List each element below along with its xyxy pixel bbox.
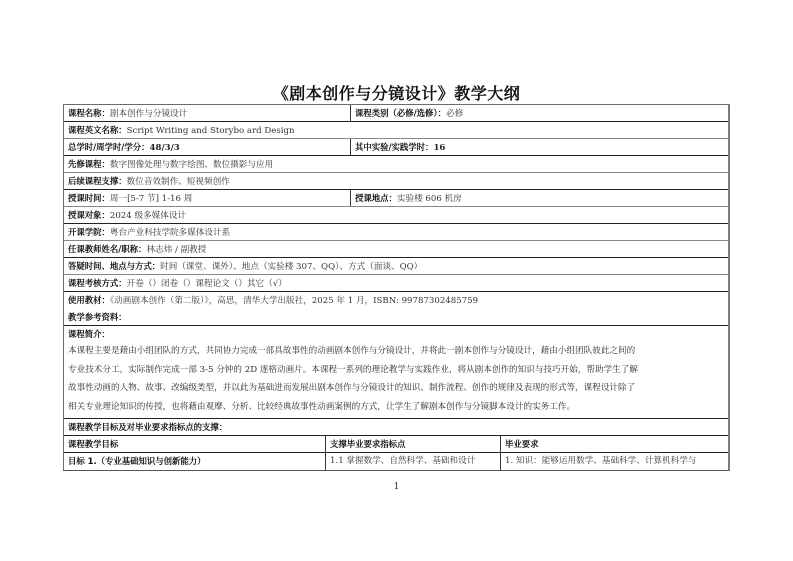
row-assessment [64, 275, 728, 292]
teacher-value: 林志炜 / 副教授 [146, 245, 207, 255]
introduction-line: 相关专业理论知识的传授，也将藉由观摩、分析、比较经典故事性动画案例的方式，让学生了解剧本创作与分镜脚本设计的实务工作。 [68, 401, 576, 412]
follow-up-cell [64, 173, 728, 189]
objective-cell [64, 453, 326, 470]
prerequisites-label: 先修课程： [68, 159, 110, 169]
teacher-cell [64, 241, 728, 257]
requirement-text: 1. 知识：能够运用数学、基础科学、计算机科学与 [505, 456, 697, 466]
location-cell [351, 190, 728, 206]
college-value: 粤台产业科技学院多媒体设计系 [109, 228, 231, 238]
audience-label: 授课对象： [68, 210, 110, 220]
page-number: 1 [393, 482, 400, 492]
office-hours-value: 时间（课堂、课外）、地点（实验楼 307、QQ）、方式（面谈、QQ） [160, 262, 423, 272]
english-name-label: 课程英文名称： [68, 125, 127, 135]
time-cell [64, 190, 351, 206]
lab-hours-cell [351, 139, 728, 155]
time-label: 授课时间： [68, 193, 110, 203]
college-cell [64, 224, 728, 240]
table-row [64, 453, 728, 470]
prerequisites-value: 数字图像处理与数字绘图、数位摄影与应用 [109, 160, 274, 170]
row-college [64, 224, 728, 241]
references-label: 教学参考资料： [68, 312, 127, 322]
college-label: 开课学院： [68, 227, 110, 237]
introduction-heading-cell [64, 326, 728, 342]
header-indicator-text: 支撑毕业要求指标点 [330, 439, 406, 449]
header-indicator [326, 436, 501, 452]
textbook-value: 《动画剧本创作（第二版）》，高思，清华大学出版社，2025 年 1 月，ISBN: 99787302485759 [109, 296, 479, 306]
row-references [64, 309, 728, 326]
time-value: 周一[5-7 节] 1-16 周 [109, 194, 193, 204]
location-label: 授课地点： [355, 193, 397, 203]
indicator-cell [326, 453, 501, 470]
hours-value: 48/3/3 [149, 143, 180, 153]
objectives-table [64, 436, 728, 470]
audience-value: 2024 级多媒体设计 [109, 211, 187, 221]
syllabus-table [63, 104, 730, 471]
assessment-label: 课程考核方式： [68, 278, 127, 288]
english-name-cell [64, 122, 728, 138]
teacher-label: 任课教师姓名/职称： [68, 244, 147, 254]
row-audience [64, 207, 728, 224]
audience-cell [64, 207, 728, 223]
header-requirement-text: 毕业要求 [505, 439, 539, 449]
hours-cell [64, 139, 351, 155]
course-name-label: 课程名称： [68, 108, 110, 118]
course-type-value: 必修 [446, 109, 464, 119]
header-requirement [501, 436, 728, 452]
lab-hours-label: 其中实验/实践学时： [355, 142, 434, 152]
follow-up-value: 数位音效制作、短视频创作 [126, 177, 230, 187]
introduction-line: 专业技术分工，实际制作完成一部 3-5 分钟的 2D 逐格动画片。本课程一系列的理论教学与实践作业，将从剧本创作的知识与技巧开始，帮助学生了解 [68, 364, 638, 375]
row-english-name [64, 122, 728, 139]
row-teacher [64, 241, 728, 258]
course-name-value: 剧本创作与分镜设计 [109, 109, 188, 119]
objectives-section-label: 课程教学目标及对毕业要求指标点的支撑： [68, 422, 228, 432]
course-type-label: 课程类别（必修/选修）： [355, 108, 446, 118]
row-hours [64, 139, 728, 156]
introduction-line: 故事性动画的人物、故事、改编级类型，并以此为基础进而发展出剧本创作与分镜设计的知识、制作流程、创作的规律及表现的形式等，课程设计除了 [68, 383, 636, 393]
english-name-value: Script Writing and Storybo ard Design [126, 126, 295, 136]
row-objectives-section [64, 419, 728, 436]
indicator-text: 1.1 掌握数学、自然科学、基础和设计 [330, 456, 476, 466]
row-prerequisites [64, 156, 728, 173]
header-objective-text: 课程教学目标 [68, 439, 119, 449]
header-objective [64, 436, 326, 452]
references-cell [64, 309, 728, 325]
row-textbook [64, 292, 728, 309]
row-course-name [64, 105, 728, 122]
office-hours-label: 答疑时间、地点与方式： [68, 261, 161, 271]
course-type-cell [351, 105, 728, 121]
assessment-cell [64, 275, 728, 291]
course-name-cell [64, 105, 351, 121]
introduction-line: 本课程主要是藉由小组团队的方式，共同协力完成一部具故事性的动画剧本创作与分镜设计，并将此一剧本创作与分镜设计，藉由小组团队彼此之间的 [68, 346, 636, 356]
office-hours-cell [64, 258, 728, 274]
textbook-cell [64, 292, 728, 309]
location-value: 实验楼 606 机房 [396, 194, 462, 204]
follow-up-label: 后续课程支撑： [68, 176, 127, 186]
lab-hours-value: 16 [433, 143, 446, 153]
document-title: 《剧本创作与分镜设计》教学大纲 [272, 84, 521, 103]
assessment-value: 开卷（）闭卷（）课程论文（）其它（√） [126, 279, 287, 289]
prerequisites-cell [64, 156, 728, 172]
textbook-label: 使用教材： [68, 295, 110, 305]
row-office-hours [64, 258, 728, 275]
objectives-section-cell [64, 419, 728, 435]
row-follow-up [64, 173, 728, 190]
hours-label: 总学时/周学时/学分： [68, 142, 150, 152]
objective-text: 目标 1.（专业基础知识与创新能力） [68, 456, 206, 466]
requirement-cell [501, 453, 728, 470]
row-time-location [64, 190, 728, 207]
introduction-label: 课程简介： [68, 329, 110, 339]
objectives-header-row [64, 436, 728, 453]
introduction-body [64, 342, 728, 419]
